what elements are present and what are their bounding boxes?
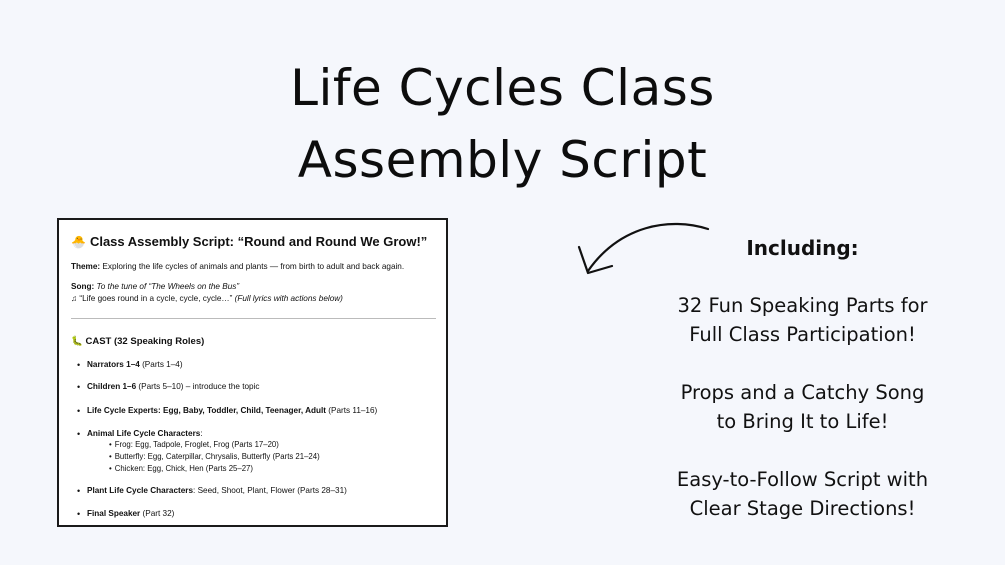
title-line-1: Life Cycles Class — [290, 59, 715, 117]
song-line: Song: To the tune of “The Wheels on the Bus” — [71, 282, 240, 291]
page-title — [0, 52, 1005, 196]
theme-line: Theme: Exploring the life cycles of animals and plants — from birth to adult and back again. — [71, 262, 405, 271]
cast-item: • Narrators 1–4 (Parts 1–4) — [87, 360, 183, 369]
feature-item: Props and a Catchy Song to Bring It to Life! — [680, 381, 925, 433]
title-line-2: Assembly Script — [297, 131, 708, 189]
cast-item: • Life Cycle Experts: Egg, Baby, Toddler, Child, Teenager, Adult (Parts 11–16) — [87, 406, 377, 415]
cast-heading: 🐛 CAST (32 Speaking Roles) — [71, 336, 205, 347]
feature-item: Easy-to-Follow Script with Clear Stage Directions! — [676, 468, 929, 520]
script-preview — [57, 218, 448, 527]
animal-sub-item: • Chicken: Egg, Chick, Hen (Parts 25–27) — [109, 464, 253, 473]
cast-item: • Plant Life Cycle Characters: Seed, Shoot, Plant, Flower (Parts 28–31) — [87, 486, 347, 495]
music-note-icon: ♫ — [71, 294, 78, 303]
chick-icon: 🐣 — [71, 235, 86, 249]
feature-item: 32 Fun Speaking Parts for Full Class Participation! — [677, 294, 928, 346]
cast-item: • Children 1–6 (Parts 5–10) – introduce the topic — [87, 382, 260, 391]
caterpillar-icon: 🐛 — [71, 336, 83, 347]
cast-item: • Final Speaker (Part 32) — [87, 509, 174, 518]
features-heading: Including: — [746, 236, 859, 260]
animal-sub-item: • Butterfly: Egg, Caterpillar, Chrysalis, Butterfly (Parts 21–24) — [109, 452, 320, 461]
divider — [71, 318, 436, 319]
animal-sub-item: • Frog: Egg, Tadpole, Froglet, Frog (Parts 17–20) — [109, 440, 279, 449]
cast-item: • Animal Life Cycle Characters: — [87, 429, 203, 438]
song-lyric-line: ♫ “Life goes round in a cycle, cycle, cycle…” (Full lyrics with actions below) — [71, 294, 343, 303]
script-heading: 🐣 Class Assembly Script: “Round and Round We Grow!” — [71, 234, 428, 249]
